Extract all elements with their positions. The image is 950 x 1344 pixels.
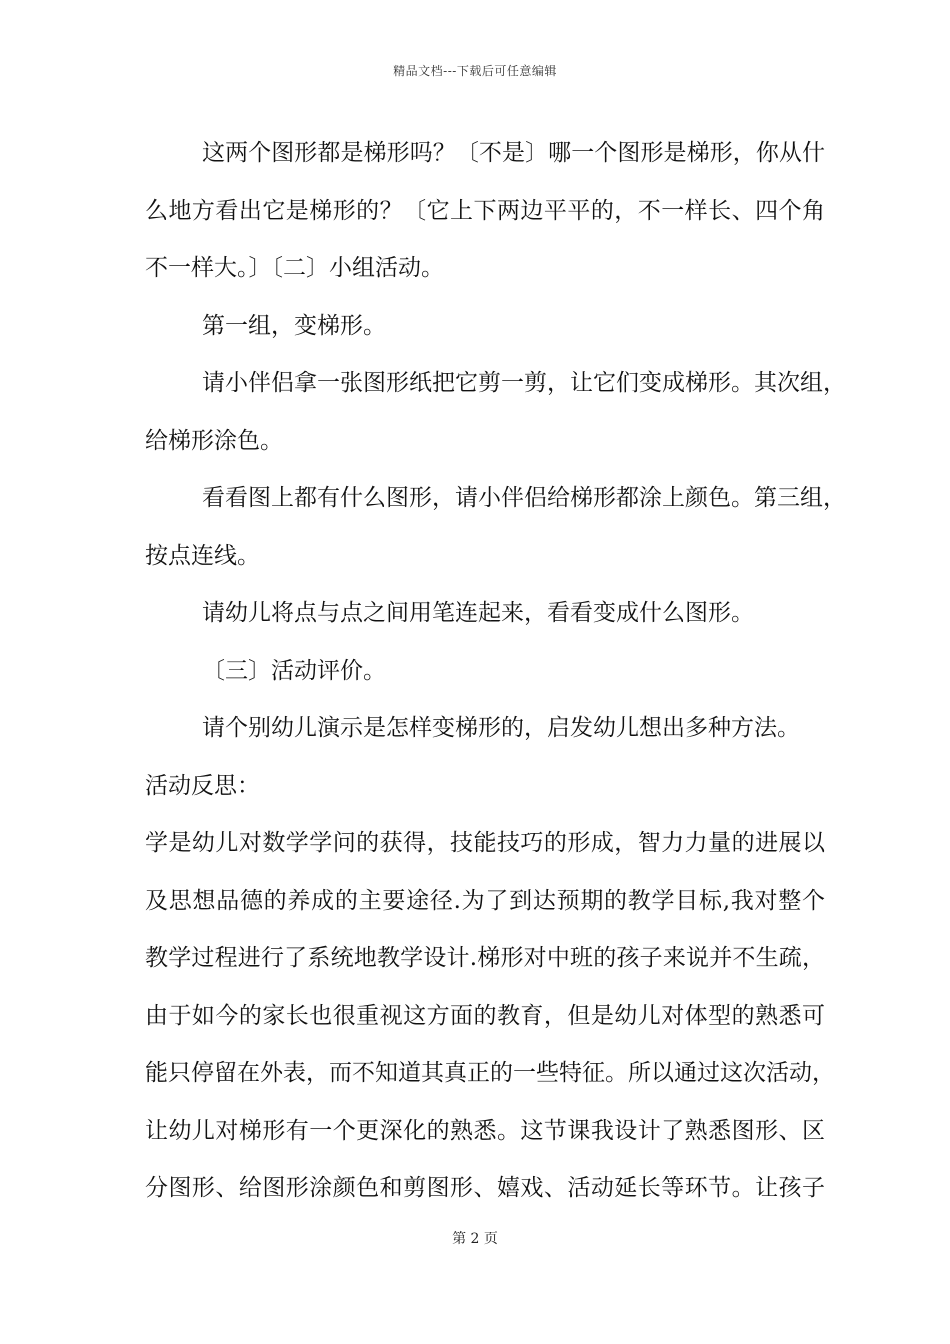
- document-body: [145, 128, 846, 1221]
- paragraph-line: 请幼儿将点与点之间用笔连起来，看看变成什么图形。: [202, 600, 754, 626]
- section-heading: 活动反思：: [145, 772, 260, 799]
- paragraph-line: 学是幼儿对数学学问的获得，技能技巧的形成，智力力量的进展以: [145, 830, 825, 856]
- paragraph-line: 这两个图形都是梯形吗？〔不是〕哪一个图形是梯形，你从什: [202, 140, 825, 166]
- paragraph-line: 么地方看出它是梯形的？〔它上下两边平平的，不一样长、四个角: [145, 197, 825, 224]
- page-header: 精品文档---下载后可任意编辑: [393, 64, 557, 78]
- paragraph-line: 及思想品德的养成的主要途径.为了到达预期的教学目标,我对整个: [145, 887, 825, 914]
- paragraph-line: 教学过程进行了系统地教学设计.梯形对中班的孩子来说并不生疏，: [145, 945, 825, 971]
- paragraph-line: 不一样大。〕〔二〕小组活动。: [145, 255, 444, 281]
- paragraph-line: 给梯形涂色。: [145, 427, 283, 454]
- paragraph-line: 第一组，变梯形。: [202, 312, 386, 339]
- paragraph-line: 请小伴侣拿一张图形纸把它剪一剪，让它们变成梯形。其次组，: [202, 370, 846, 396]
- paragraph-line: 分图形、给图形涂颜色和剪图形、嬉戏、活动延长等环节。让孩子: [145, 1175, 825, 1201]
- paragraph-line: 按点连线。: [145, 542, 260, 569]
- paragraph-line: 让幼儿对梯形有一个更深化的熟悉。这节课我设计了熟悉图形、区: [145, 1117, 825, 1144]
- page-number: 第 2 页: [452, 1231, 498, 1247]
- paragraph-line: 请个别幼儿演示是怎样变梯形的，启发幼儿想出多种方法。: [202, 715, 800, 741]
- paragraph-line: 能只停留在外表，而不知道其真正的一些特征。所以通过这次活动，: [145, 1060, 835, 1086]
- section-heading: 〔三〕活动评价。: [202, 657, 386, 684]
- paragraph-line: 看看图上都有什么图形，请小伴侣给梯形都涂上颜色。第三组，: [202, 485, 846, 511]
- paragraph-line: 由于如今的家长也很重视这方面的教育，但是幼儿对体型的熟悉可: [145, 1002, 825, 1029]
